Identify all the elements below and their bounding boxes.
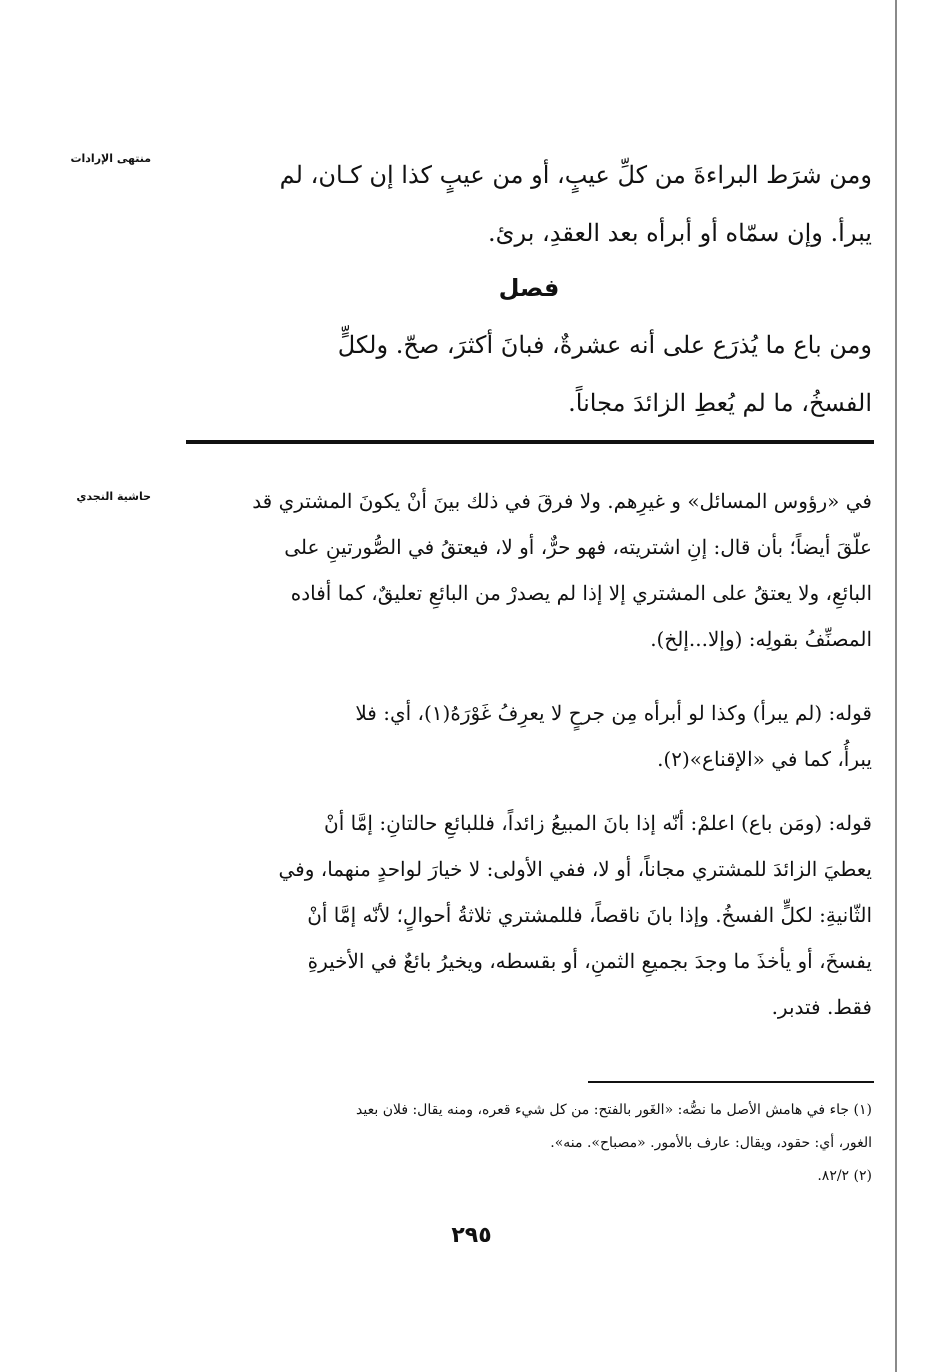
commentary-paragraph-2 [186,690,872,782]
right-margin-rule [895,0,897,1372]
commentary-line: الثّانيةِ: لكلٍّ الفسخُ. وإذا بانَ ناقصاً، فللمشتري ثلاثةُ أحوالٍ؛ لأنّه إمَّا أنْ [307,903,872,927]
section-text-line: الفسخُ، ما لم يُعطِ الزائدَ مجاناً. [568,389,872,417]
footnote-rule [588,1081,874,1083]
commentary-line: علّقَ أيضاً؛ بأن قال: إنِ اشتريته، فهو حرٌّ، أو لا، فيعتقُ في الصُّورتينِ على [284,535,872,559]
commentary-paragraph-3 [186,800,872,1030]
commentary-paragraph-1 [186,478,872,662]
commentary-line: البائعِ، ولا يعتقُ على المشتري إلا إذا لم يصدرْ من البائعِ تعليقٌ، كما أفاده [290,581,872,605]
section-text [186,316,872,432]
commentary-line: يعطيَ الزائدَ للمشتري مجاناً، أو لا، ففي الأولى: لا خيارَ لواحدٍ منهما، وفي [278,857,872,881]
commentary-line: يفسخَ، أو يأخذَ ما وجدَ بجميعِ الثمنِ، أو بقسطه، ويخيرُ بائعٌ في الأخيرةِ [307,949,872,973]
section-text-line: ومن باع ما يُذرَع على أنه عشرةٌ، فبانَ أكثرَ، صحّ. ولكلٍّ [337,331,872,359]
main-text-line: ومن شرَط البراءةَ من كلِّ عيبٍ، أو من عيبٍ كذا إن كـان، لم [279,161,872,189]
main-text-line: يبرأ. وإن سمّاه أو أبرأه بعد العقدِ، برئ. [488,219,872,247]
commentary-line: فقط. فتدبر. [771,995,872,1019]
commentary-line: قوله: (لم يبرأ) وكذا لو أبرأه مِن جرحٍ لا يعرِفُ غَوْرَهُ(١)، أي: فلا [355,701,872,725]
commentary-line: في «رؤوس المسائل» و غيرِهم. ولا فرقَ في ذلك بينَ أنْ يكونَ المشتري قد [252,489,872,513]
commentary-line: المصنِّفُ بقولِه: (وإلا...إلخ). [650,627,872,651]
section-heading: فصل [498,274,560,302]
commentary-line: قوله: (ومَن باع) اعلمْ: أنّه إذا بانَ المبيعُ زائداً، فللبائعِ حالتانِ: إمَّا أنْ [324,811,872,835]
footnote-line: الغور، أي: حقود، ويقال: عارف بالأمور. «مصباح». منه». [550,1135,872,1151]
footnote-line: (٢) ٨٢/٢. [817,1168,872,1184]
footnotes [186,1094,872,1193]
commentary-line: يبرأُ، كما في «الإقناع»(٢). [657,747,872,771]
margin-label-source: منتهى الإرادات [70,152,151,165]
page-number: ٢٩٥ [451,1223,492,1248]
footnote-line: (١) جاء في هامش الأصل ما نصُّه: «الغَور بالفتح: من كل شيء قعره، ومنه يقال: فلان بعيد [356,1102,872,1118]
margin-label-commentary: حاشية النجدي [76,490,151,503]
section-divider [186,440,874,444]
main-text [186,146,872,262]
